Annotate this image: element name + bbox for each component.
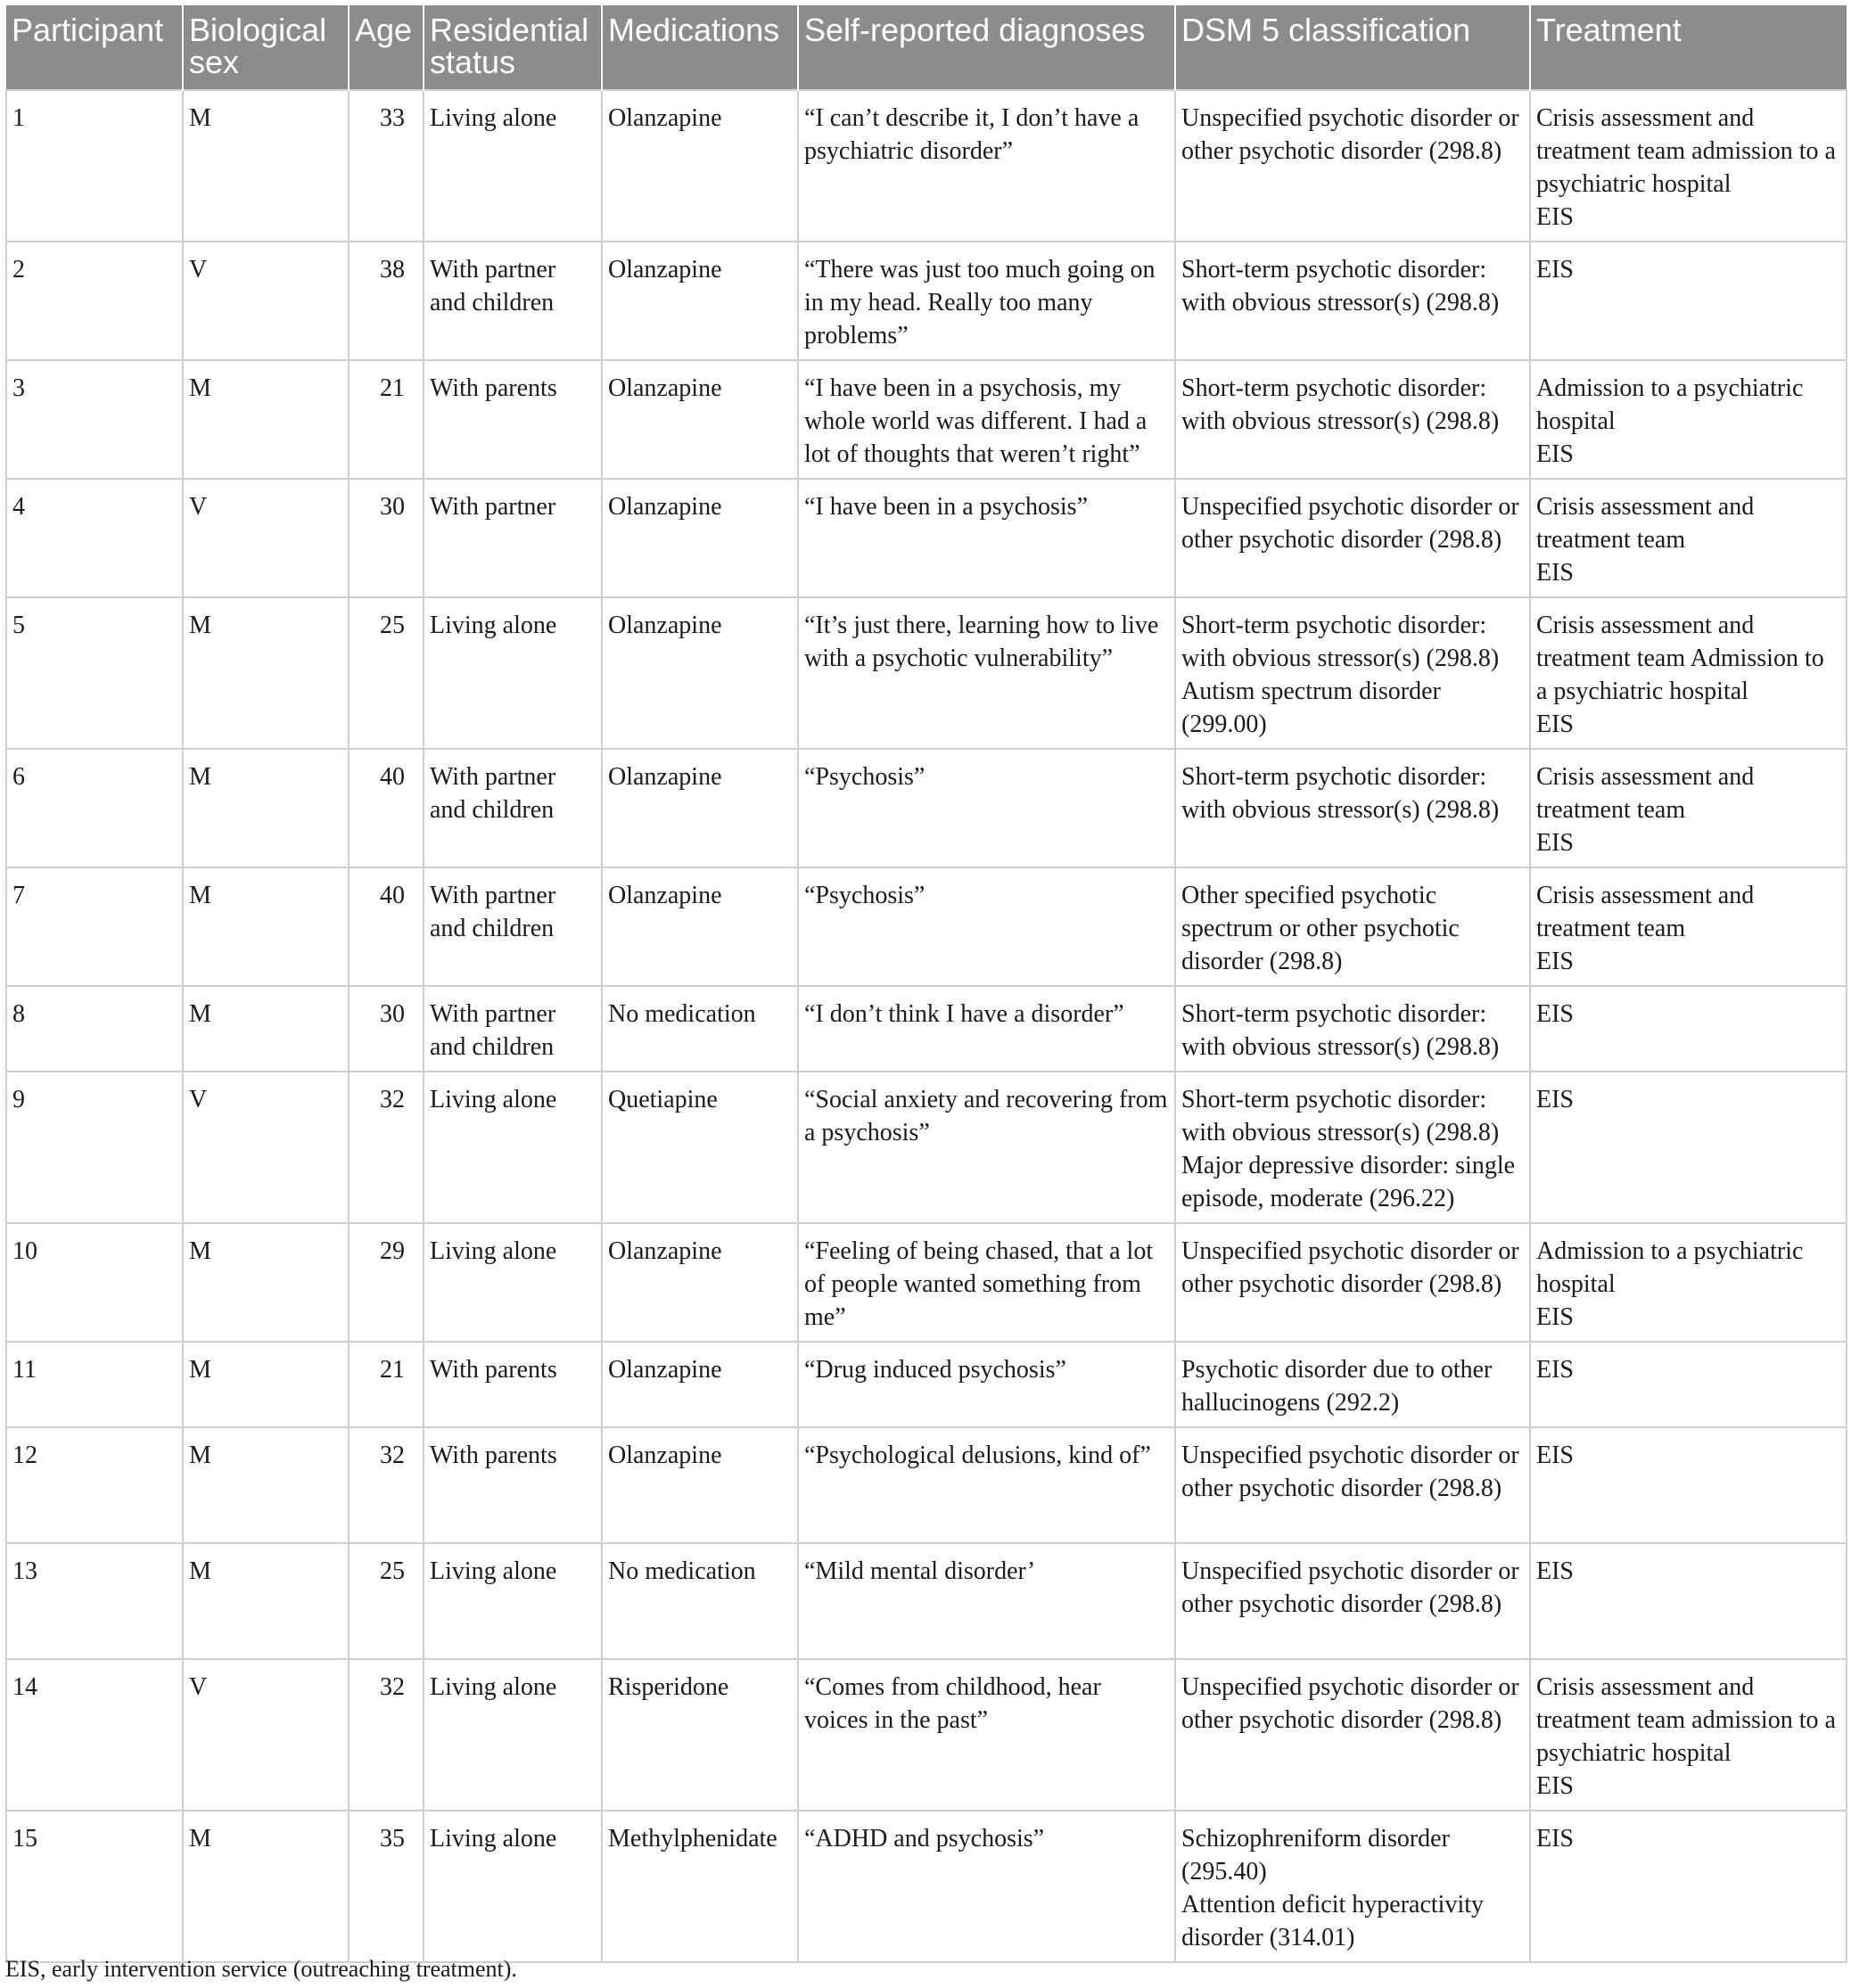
cell-self-reported-diagnosis: “Feeling of being chased, that a lot of people wanted something from me” <box>798 1223 1175 1342</box>
cell-dsm5-classification <box>1175 867 1530 986</box>
cell-residential-status: With partner <box>424 479 602 597</box>
cell-treatment-line: EIS <box>1536 1086 1574 1113</box>
cell-medication: Quetiapine <box>602 1072 798 1223</box>
table-footnote: EIS, early intervention service (outreaching treatment). <box>5 1956 517 1982</box>
cell-residential-status: Living alone <box>424 1543 602 1659</box>
cell-age: 35 <box>349 1811 424 1962</box>
cell-participant: 5 <box>6 597 183 749</box>
cell-self-reported-diagnosis: “Psychosis” <box>798 867 1175 986</box>
participant-table-wrapper <box>5 5 1846 1963</box>
cell-treatment-line: Admission to a psychiatric hospital <box>1536 374 1804 435</box>
cell-dsm5-classification-line: Unspecified psychotic disorder or other psychotic disorder (298.8) <box>1181 1237 1519 1298</box>
cell-residential-status: Living alone <box>424 1811 602 1962</box>
table-row <box>6 1659 1847 1811</box>
cell-treatment-line: EIS <box>1536 1772 1574 1800</box>
cell-biological-sex: V <box>183 242 349 360</box>
cell-dsm5-classification <box>1175 242 1530 360</box>
cell-dsm5-classification-line: Short-term psychotic disorder: with obvious stressor(s) (298.8) <box>1181 256 1500 316</box>
cell-biological-sex: M <box>183 1543 349 1659</box>
cell-treatment-line: Crisis assessment and treatment team Admission to a psychiatric hospital <box>1536 612 1824 705</box>
cell-treatment-line: EIS <box>1536 256 1574 283</box>
cell-age: 29 <box>349 1223 424 1342</box>
cell-self-reported-diagnosis: “Social anxiety and recovering from a psychosis” <box>798 1072 1175 1223</box>
cell-age: 40 <box>349 749 424 867</box>
cell-participant: 6 <box>6 749 183 867</box>
header-residential-status: Residential status <box>424 5 602 90</box>
cell-dsm5-classification-line: Short-term psychotic disorder: with obvious stressor(s) (298.8) <box>1181 1000 1500 1061</box>
table-row <box>6 597 1847 749</box>
cell-residential-status: Living alone <box>424 90 602 242</box>
cell-medication: Olanzapine <box>602 242 798 360</box>
cell-treatment <box>1530 597 1847 749</box>
cell-biological-sex: V <box>183 479 349 597</box>
table-row <box>6 986 1847 1072</box>
cell-medication: Olanzapine <box>602 1342 798 1427</box>
cell-age: 38 <box>349 242 424 360</box>
cell-biological-sex: M <box>183 867 349 986</box>
cell-medication: Olanzapine <box>602 1223 798 1342</box>
cell-dsm5-classification-line: Attention deficit hyperactivity disorder (314.01) <box>1181 1891 1485 1951</box>
cell-medication: Olanzapine <box>602 597 798 749</box>
cell-self-reported-diagnosis: “Drug induced psychosis” <box>798 1342 1175 1427</box>
cell-dsm5-classification <box>1175 360 1530 479</box>
header-medications: Medications <box>602 5 798 90</box>
cell-treatment-line: Admission to a psychiatric hospital <box>1536 1237 1804 1298</box>
cell-dsm5-classification <box>1175 90 1530 242</box>
cell-medication: Methylphenidate <box>602 1811 798 1962</box>
cell-medication: Olanzapine <box>602 360 798 479</box>
cell-age: 32 <box>349 1659 424 1811</box>
table-row <box>6 242 1847 360</box>
cell-age: 32 <box>349 1427 424 1543</box>
cell-treatment <box>1530 360 1847 479</box>
table-row <box>6 1811 1847 1962</box>
cell-dsm5-classification <box>1175 597 1530 749</box>
table-row <box>6 749 1847 867</box>
cell-medication: No medication <box>602 986 798 1072</box>
cell-dsm5-classification <box>1175 749 1530 867</box>
cell-treatment-line: EIS <box>1536 203 1574 231</box>
cell-treatment <box>1530 749 1847 867</box>
cell-treatment-line: Crisis assessment and treatment team <box>1536 763 1755 824</box>
cell-age: 21 <box>349 360 424 479</box>
cell-biological-sex: V <box>183 1659 349 1811</box>
cell-treatment-line: Crisis assessment and treatment team <box>1536 493 1755 554</box>
cell-treatment <box>1530 242 1847 360</box>
cell-residential-status: With parents <box>424 360 602 479</box>
cell-self-reported-diagnosis: “I can’t describe it, I don’t have a psychiatric disorder” <box>798 90 1175 242</box>
cell-dsm5-classification <box>1175 1223 1530 1342</box>
cell-medication: Olanzapine <box>602 90 798 242</box>
cell-biological-sex: M <box>183 90 349 242</box>
cell-dsm5-classification-line: Unspecified psychotic disorder or other psychotic disorder (298.8) <box>1181 1557 1519 1618</box>
cell-dsm5-classification-line: Unspecified psychotic disorder or other psychotic disorder (298.8) <box>1181 1442 1519 1502</box>
cell-self-reported-diagnosis: “There was just too much going on in my head. Really too many problems” <box>798 242 1175 360</box>
cell-participant: 14 <box>6 1659 183 1811</box>
table-row <box>6 1342 1847 1427</box>
cell-self-reported-diagnosis: “I have been in a psychosis” <box>798 479 1175 597</box>
participant-characteristics-table <box>5 5 1847 1963</box>
table-row <box>6 1072 1847 1223</box>
cell-dsm5-classification-line: Short-term psychotic disorder: with obvious stressor(s) (298.8) <box>1181 1086 1500 1146</box>
cell-age: 40 <box>349 867 424 986</box>
cell-dsm5-classification-line: Schizophreniform disorder (295.40) <box>1181 1825 1450 1885</box>
cell-dsm5-classification <box>1175 1811 1530 1962</box>
cell-dsm5-classification <box>1175 1427 1530 1543</box>
cell-dsm5-classification <box>1175 986 1530 1072</box>
cell-residential-status: Living alone <box>424 597 602 749</box>
cell-medication: Olanzapine <box>602 867 798 986</box>
cell-treatment <box>1530 1543 1847 1659</box>
cell-residential-status: With partner and children <box>424 986 602 1072</box>
cell-age: 25 <box>349 1543 424 1659</box>
cell-dsm5-classification-line: Unspecified psychotic disorder or other psychotic disorder (298.8) <box>1181 493 1519 554</box>
cell-dsm5-classification-line: Unspecified psychotic disorder or other psychotic disorder (298.8) <box>1181 104 1519 165</box>
cell-dsm5-classification <box>1175 479 1530 597</box>
cell-dsm5-classification-line: Major depressive disorder: single episode, moderate (296.22) <box>1181 1152 1516 1212</box>
cell-residential-status: Living alone <box>424 1072 602 1223</box>
table-row <box>6 867 1847 986</box>
cell-age: 32 <box>349 1072 424 1223</box>
cell-residential-status: With parents <box>424 1342 602 1427</box>
cell-dsm5-classification-line: Other specified psychotic spectrum or other psychotic disorder (298.8) <box>1181 882 1460 975</box>
cell-participant: 8 <box>6 986 183 1072</box>
cell-participant: 3 <box>6 360 183 479</box>
cell-participant: 9 <box>6 1072 183 1223</box>
cell-self-reported-diagnosis: “Mild mental disorder’ <box>798 1543 1175 1659</box>
cell-medication: Olanzapine <box>602 1427 798 1543</box>
cell-self-reported-diagnosis: “ADHD and psychosis” <box>798 1811 1175 1962</box>
cell-self-reported-diagnosis: “I don’t think I have a disorder” <box>798 986 1175 1072</box>
table-header-row <box>6 5 1847 90</box>
cell-participant: 1 <box>6 90 183 242</box>
cell-participant: 7 <box>6 867 183 986</box>
cell-participant: 15 <box>6 1811 183 1962</box>
cell-biological-sex: M <box>183 360 349 479</box>
cell-treatment <box>1530 1342 1847 1427</box>
cell-age: 30 <box>349 986 424 1072</box>
cell-residential-status: With partner and children <box>424 749 602 867</box>
cell-treatment-line: EIS <box>1536 1000 1574 1028</box>
cell-dsm5-classification <box>1175 1659 1530 1811</box>
cell-treatment <box>1530 986 1847 1072</box>
cell-biological-sex: M <box>183 1427 349 1543</box>
cell-biological-sex: M <box>183 1223 349 1342</box>
cell-medication: Olanzapine <box>602 749 798 867</box>
cell-participant: 13 <box>6 1543 183 1659</box>
cell-participant: 2 <box>6 242 183 360</box>
table-row <box>6 90 1847 242</box>
cell-dsm5-classification-line: Short-term psychotic disorder: with obvious stressor(s) (298.8) Autism spectrum disorder (299.00) <box>1181 612 1500 738</box>
header-treatment: Treatment <box>1530 5 1847 90</box>
cell-dsm5-classification <box>1175 1072 1530 1223</box>
table-row <box>6 479 1847 597</box>
cell-treatment <box>1530 90 1847 242</box>
header-age: Age <box>349 5 424 90</box>
cell-participant: 10 <box>6 1223 183 1342</box>
cell-treatment <box>1530 1223 1847 1342</box>
cell-dsm5-classification-line: Unspecified psychotic disorder or other psychotic disorder (298.8) <box>1181 1673 1519 1734</box>
cell-treatment-line: EIS <box>1536 559 1574 587</box>
cell-treatment <box>1530 1811 1847 1962</box>
cell-self-reported-diagnosis: “I have been in a psychosis, my whole world was different. I had a lot of thoughts that weren’t right” <box>798 360 1175 479</box>
cell-medication: Olanzapine <box>602 479 798 597</box>
header-biological-sex: Biological sex <box>183 5 349 90</box>
cell-biological-sex: M <box>183 1811 349 1962</box>
cell-self-reported-diagnosis: “Psychological delusions, kind of” <box>798 1427 1175 1543</box>
cell-age: 33 <box>349 90 424 242</box>
cell-self-reported-diagnosis: “It’s just there, learning how to live with a psychotic vulnerability” <box>798 597 1175 749</box>
cell-dsm5-classification <box>1175 1543 1530 1659</box>
cell-participant: 12 <box>6 1427 183 1543</box>
table-row <box>6 1543 1847 1659</box>
table-row <box>6 1223 1847 1342</box>
cell-treatment-line: Crisis assessment and treatment team admission to a psychiatric hospital <box>1536 104 1836 198</box>
table-row <box>6 1427 1847 1543</box>
cell-age: 30 <box>349 479 424 597</box>
cell-treatment <box>1530 1427 1847 1543</box>
cell-medication: No medication <box>602 1543 798 1659</box>
cell-treatment-line: EIS <box>1536 829 1574 857</box>
cell-self-reported-diagnosis: “Psychosis” <box>798 749 1175 867</box>
cell-biological-sex: M <box>183 597 349 749</box>
cell-treatment-line: EIS <box>1536 1825 1574 1852</box>
cell-residential-status: With parents <box>424 1427 602 1543</box>
cell-dsm5-classification-line: Short-term psychotic disorder: with obvious stressor(s) (298.8) <box>1181 374 1500 435</box>
cell-treatment-line: EIS <box>1536 1557 1574 1585</box>
cell-treatment-line: EIS <box>1536 948 1574 975</box>
cell-treatment-line: EIS <box>1536 1303 1574 1331</box>
cell-biological-sex: M <box>183 1342 349 1427</box>
cell-treatment <box>1530 1072 1847 1223</box>
cell-treatment-line: EIS <box>1536 1442 1574 1469</box>
cell-biological-sex: M <box>183 749 349 867</box>
cell-residential-status: With partner and children <box>424 242 602 360</box>
cell-treatment <box>1530 479 1847 597</box>
table-body <box>6 90 1847 1962</box>
cell-residential-status: Living alone <box>424 1223 602 1342</box>
cell-treatment-line: EIS <box>1536 1356 1574 1384</box>
cell-treatment <box>1530 867 1847 986</box>
cell-treatment <box>1530 1659 1847 1811</box>
cell-participant: 4 <box>6 479 183 597</box>
cell-dsm5-classification <box>1175 1342 1530 1427</box>
cell-biological-sex: M <box>183 986 349 1072</box>
cell-treatment-line: EIS <box>1536 440 1574 468</box>
header-dsm5-classification: DSM 5 classification <box>1175 5 1530 90</box>
cell-treatment-line: Crisis assessment and treatment team admission to a psychiatric hospital <box>1536 1673 1836 1767</box>
cell-treatment-line: EIS <box>1536 711 1574 738</box>
cell-residential-status: Living alone <box>424 1659 602 1811</box>
cell-dsm5-classification-line: Psychotic disorder due to other hallucinogens (292.2) <box>1181 1356 1493 1417</box>
cell-participant: 11 <box>6 1342 183 1427</box>
header-participant: Participant <box>6 5 183 90</box>
cell-dsm5-classification-line: Short-term psychotic disorder: with obvious stressor(s) (298.8) <box>1181 763 1500 824</box>
cell-age: 25 <box>349 597 424 749</box>
cell-self-reported-diagnosis: “Comes from childhood, hear voices in the past” <box>798 1659 1175 1811</box>
cell-residential-status: With partner and children <box>424 867 602 986</box>
cell-medication: Risperidone <box>602 1659 798 1811</box>
header-self-reported-diagnoses: Self-reported diagnoses <box>798 5 1175 90</box>
cell-age: 21 <box>349 1342 424 1427</box>
cell-treatment-line: Crisis assessment and treatment team <box>1536 882 1755 942</box>
cell-biological-sex: V <box>183 1072 349 1223</box>
table-row <box>6 360 1847 479</box>
